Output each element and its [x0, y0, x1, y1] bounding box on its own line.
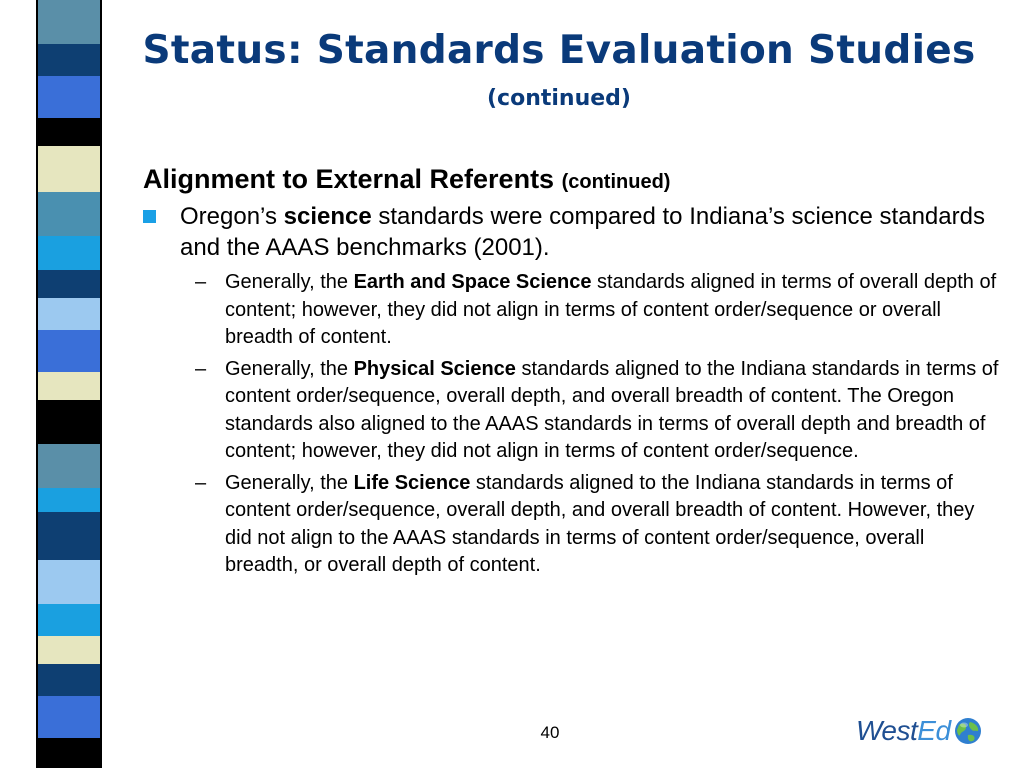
bullet-text-bold: science	[283, 203, 372, 230]
ribbon-stripe	[38, 400, 100, 444]
sub-bullet-post: standards aligned to the Indiana standards in terms of content order/sequence, overall depth, and overall breadth of content. The Oregon standards also aligned to the AAAS standards in terms of overall depth and breadth of content; however, they did not align in terms of content order/sequence.	[225, 357, 999, 462]
section-heading	[143, 164, 1003, 195]
logo-text-ed: Ed	[917, 715, 951, 746]
ribbon-stripe	[38, 560, 100, 604]
ribbon-stripe	[38, 118, 100, 146]
ribbon-stripe	[38, 372, 100, 400]
sub-bullet-bold: Life Science	[353, 471, 471, 494]
ribbon-stripe	[38, 236, 100, 270]
heading-text: Alignment to External Referents	[143, 164, 555, 194]
ribbon-stripe	[38, 664, 100, 696]
ribbon-stripe	[38, 298, 100, 330]
ribbon-stripe	[38, 512, 100, 560]
bullet-text-pre: Oregon’s	[180, 203, 284, 230]
sub-bullet-post: standards aligned in terms of overall depth of content; however, they did not align in terms of content order/sequence or overall breadth of content.	[225, 271, 997, 348]
sub-bullet-pre: Generally, the	[225, 471, 354, 494]
dash-marker: –	[195, 357, 207, 380]
sub-bullet-earth-space	[143, 269, 1003, 352]
ribbon-stripe	[38, 270, 100, 298]
page-number: 40	[540, 723, 560, 742]
heading-suffix: (continued)	[561, 171, 671, 193]
dash-marker: –	[195, 271, 207, 293]
ribbon-stripe	[38, 444, 100, 488]
ribbon-stripe	[38, 330, 100, 372]
ribbon-stripe	[38, 192, 100, 236]
ribbon-stripe	[38, 696, 100, 738]
slide-content	[143, 164, 1003, 584]
ribbon-stripe	[38, 488, 100, 512]
ribbon-stripe	[38, 0, 100, 18]
sub-bullet-post: standards aligned to the Indiana standards in terms of content order/sequence, overall depth, and overall breadth of content. However, they did not align to the AAAS standards in terms of content order/sequence, overall breadth, or overall depth of content.	[225, 471, 975, 576]
sub-bullet-pre: Generally, the	[225, 271, 354, 293]
sub-bullet-physical	[143, 356, 1003, 466]
sub-bullet-list	[143, 269, 1003, 580]
ribbon-stripe	[38, 18, 100, 44]
ribbon-stripe	[38, 76, 100, 118]
logo-text-west: West	[856, 715, 918, 746]
ribbon-stripe	[38, 44, 100, 76]
slide-title: Status: Standards Evaluation Studies	[142, 28, 976, 73]
ribbon-stripe	[38, 604, 100, 636]
logo-text	[856, 715, 951, 747]
square-bullet-icon	[143, 210, 156, 223]
sub-bullet-bold: Earth and Space Science	[353, 271, 592, 293]
ribbon-stripe	[38, 636, 100, 664]
decorative-ribbon	[36, 0, 102, 768]
globe-icon	[953, 716, 983, 746]
bullet-text-post: standards were compared to Indiana’s science standards and the AAAS benchmarks (2001).	[180, 203, 985, 261]
sub-bullet-bold: Physical Science	[353, 357, 516, 380]
dash-marker: –	[195, 471, 207, 494]
sub-bullet-life	[143, 470, 1003, 580]
ribbon-stripe	[38, 146, 100, 192]
slide-subtitle: (continued)	[487, 86, 631, 111]
sub-bullet-pre: Generally, the	[225, 357, 354, 380]
main-bullet	[143, 201, 1003, 263]
ribbon-stripe	[38, 738, 100, 768]
wested-logo	[856, 713, 983, 749]
